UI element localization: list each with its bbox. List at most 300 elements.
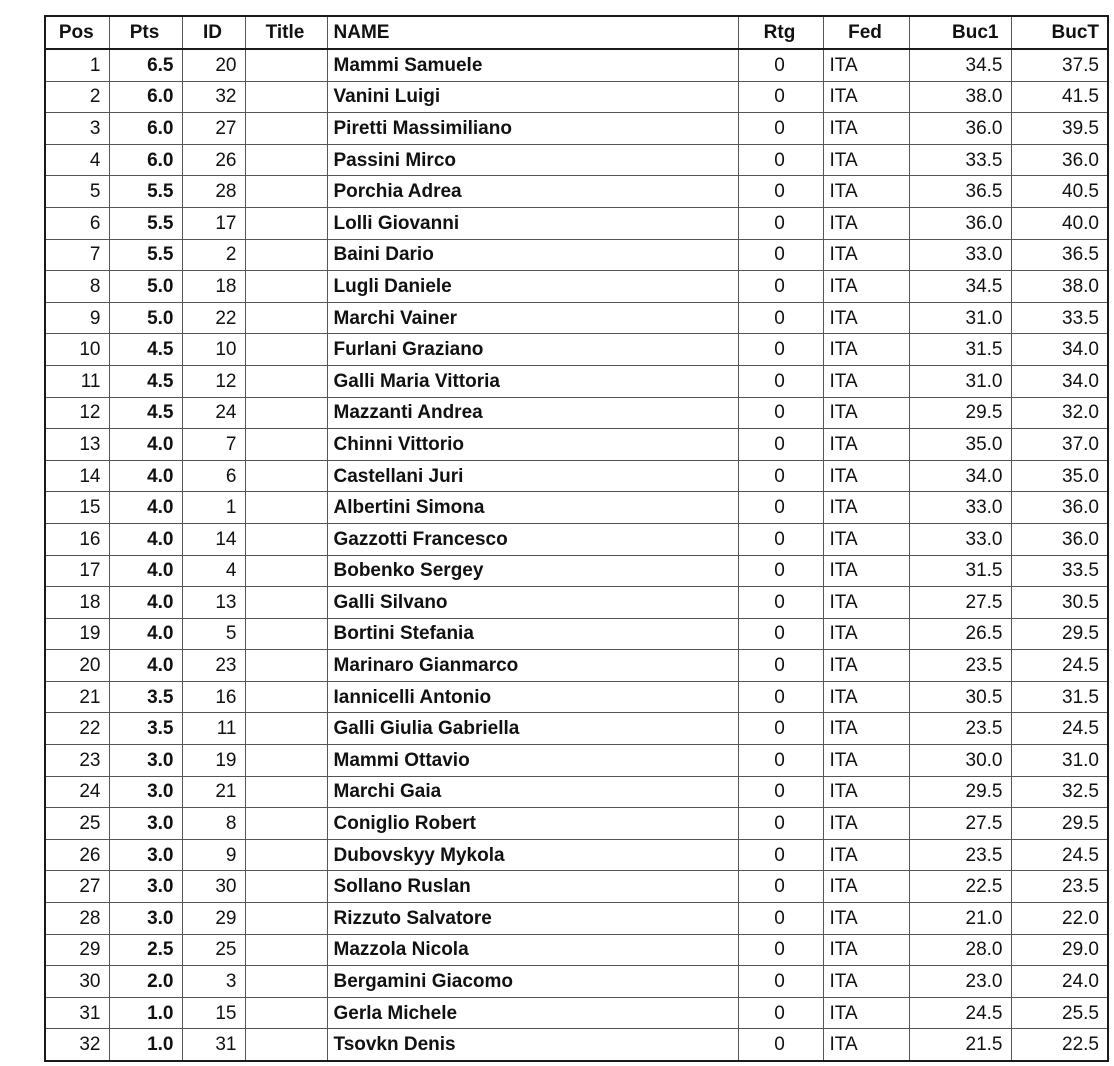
cell-buct: 32.0 (1011, 397, 1108, 429)
cell-fed: ITA (823, 587, 909, 619)
cell-rtg: 0 (738, 113, 823, 145)
cell-pos: 17 (45, 555, 109, 587)
table-row (45, 555, 1108, 587)
cell-buct: 25.5 (1011, 997, 1108, 1029)
cell-fed: ITA (823, 713, 909, 745)
cell-fed: ITA (823, 745, 909, 777)
table-row (45, 460, 1108, 492)
cell-pts: 6.5 (109, 49, 182, 81)
cell-pos: 30 (45, 966, 109, 998)
cell-name: Sollano Ruslan (327, 871, 738, 903)
cell-pts: 5.0 (109, 302, 182, 334)
cell-buct: 29.5 (1011, 808, 1108, 840)
cell-buct: 24.0 (1011, 966, 1108, 998)
cell-pts: 3.5 (109, 681, 182, 713)
cell-id: 4 (182, 555, 245, 587)
cell-buc1: 36.0 (909, 207, 1011, 239)
cell-title (245, 492, 327, 524)
cell-pts: 3.0 (109, 871, 182, 903)
cell-rtg: 0 (738, 523, 823, 555)
cell-name: Passini Mirco (327, 144, 738, 176)
cell-title (245, 81, 327, 113)
cell-pos: 9 (45, 302, 109, 334)
cell-buc1: 27.5 (909, 808, 1011, 840)
cell-pts: 6.0 (109, 144, 182, 176)
cell-rtg: 0 (738, 681, 823, 713)
cell-buct: 33.5 (1011, 302, 1108, 334)
cell-buct: 22.5 (1011, 1029, 1108, 1061)
header-row (45, 16, 1108, 49)
cell-title (245, 650, 327, 682)
cell-fed: ITA (823, 113, 909, 145)
cell-rtg: 0 (738, 903, 823, 935)
cell-buct: 39.5 (1011, 113, 1108, 145)
cell-buct: 33.5 (1011, 555, 1108, 587)
cell-id: 32 (182, 81, 245, 113)
cell-buct: 35.0 (1011, 460, 1108, 492)
table-row (45, 302, 1108, 334)
cell-buct: 36.0 (1011, 144, 1108, 176)
table-row (45, 144, 1108, 176)
column-header-title[interactable]: Title (245, 16, 327, 49)
cell-buct: 24.5 (1011, 839, 1108, 871)
cell-id: 24 (182, 397, 245, 429)
cell-id: 10 (182, 334, 245, 366)
cell-pts: 6.0 (109, 81, 182, 113)
cell-fed: ITA (823, 365, 909, 397)
table-row (45, 1029, 1108, 1061)
column-header-pts[interactable]: Pts (109, 16, 182, 49)
cell-id: 1 (182, 492, 245, 524)
standings-table-container (44, 15, 1109, 1062)
cell-fed: ITA (823, 934, 909, 966)
cell-id: 15 (182, 997, 245, 1029)
table-row (45, 681, 1108, 713)
cell-pos: 20 (45, 650, 109, 682)
cell-pos: 4 (45, 144, 109, 176)
cell-name: Bortini Stefania (327, 618, 738, 650)
cell-rtg: 0 (738, 808, 823, 840)
cell-title (245, 839, 327, 871)
cell-pts: 2.0 (109, 966, 182, 998)
cell-name: Piretti Massimiliano (327, 113, 738, 145)
cell-buct: 31.5 (1011, 681, 1108, 713)
cell-pts: 5.5 (109, 176, 182, 208)
cell-pos: 22 (45, 713, 109, 745)
cell-name: Gazzotti Francesco (327, 523, 738, 555)
cell-name: Bergamini Giacomo (327, 966, 738, 998)
cell-name: Porchia Adrea (327, 176, 738, 208)
cell-pts: 3.0 (109, 745, 182, 777)
table-row (45, 492, 1108, 524)
cell-pts: 3.0 (109, 776, 182, 808)
cell-title (245, 713, 327, 745)
column-header-pos[interactable]: Pos (45, 16, 109, 49)
cell-buc1: 33.0 (909, 523, 1011, 555)
cell-rtg: 0 (738, 997, 823, 1029)
cell-pts: 4.0 (109, 460, 182, 492)
cell-title (245, 523, 327, 555)
cell-title (245, 618, 327, 650)
cell-title (245, 745, 327, 777)
cell-pos: 18 (45, 587, 109, 619)
table-row (45, 871, 1108, 903)
table-row (45, 207, 1108, 239)
column-header-id[interactable]: ID (182, 16, 245, 49)
cell-rtg: 0 (738, 618, 823, 650)
cell-id: 6 (182, 460, 245, 492)
cell-id: 17 (182, 207, 245, 239)
cell-rtg: 0 (738, 492, 823, 524)
cell-buc1: 21.0 (909, 903, 1011, 935)
cell-buct: 41.5 (1011, 81, 1108, 113)
cell-fed: ITA (823, 618, 909, 650)
cell-id: 20 (182, 49, 245, 81)
table-row (45, 903, 1108, 935)
cell-rtg: 0 (738, 555, 823, 587)
column-header-fed[interactable]: Fed (823, 16, 909, 49)
cell-buc1: 34.5 (909, 49, 1011, 81)
table-row (45, 429, 1108, 461)
cell-fed: ITA (823, 681, 909, 713)
cell-buct: 23.5 (1011, 871, 1108, 903)
cell-rtg: 0 (738, 776, 823, 808)
cell-rtg: 0 (738, 871, 823, 903)
cell-fed: ITA (823, 302, 909, 334)
cell-title (245, 460, 327, 492)
cell-name: Galli Giulia Gabriella (327, 713, 738, 745)
cell-fed: ITA (823, 903, 909, 935)
cell-rtg: 0 (738, 239, 823, 271)
cell-title (245, 397, 327, 429)
cell-buc1: 26.5 (909, 618, 1011, 650)
cell-pts: 4.0 (109, 555, 182, 587)
cell-title (245, 302, 327, 334)
cell-fed: ITA (823, 997, 909, 1029)
cell-title (245, 808, 327, 840)
cell-buc1: 34.5 (909, 271, 1011, 303)
cell-buc1: 23.5 (909, 713, 1011, 745)
cell-title (245, 997, 327, 1029)
cell-buct: 29.5 (1011, 618, 1108, 650)
cell-title (245, 776, 327, 808)
cell-rtg: 0 (738, 176, 823, 208)
cell-title (245, 176, 327, 208)
cell-name: Chinni Vittorio (327, 429, 738, 461)
cell-id: 9 (182, 839, 245, 871)
cell-title (245, 903, 327, 935)
cell-name: Furlani Graziano (327, 334, 738, 366)
cell-name: Bobenko Sergey (327, 555, 738, 587)
cell-pos: 27 (45, 871, 109, 903)
cell-id: 29 (182, 903, 245, 935)
cell-id: 2 (182, 239, 245, 271)
cell-pts: 5.5 (109, 239, 182, 271)
cell-fed: ITA (823, 555, 909, 587)
cell-rtg: 0 (738, 144, 823, 176)
cell-pos: 1 (45, 49, 109, 81)
cell-pts: 6.0 (109, 113, 182, 145)
table-row (45, 365, 1108, 397)
cell-pts: 4.5 (109, 365, 182, 397)
table-row (45, 113, 1108, 145)
cell-pts: 1.0 (109, 1029, 182, 1061)
cell-pts: 4.5 (109, 397, 182, 429)
cell-id: 28 (182, 176, 245, 208)
cell-id: 31 (182, 1029, 245, 1061)
table-row (45, 934, 1108, 966)
cell-rtg: 0 (738, 966, 823, 998)
cell-pts: 3.5 (109, 713, 182, 745)
cell-title (245, 49, 327, 81)
cell-buct: 38.0 (1011, 271, 1108, 303)
cell-name: Lugli Daniele (327, 271, 738, 303)
cell-rtg: 0 (738, 334, 823, 366)
cell-id: 13 (182, 587, 245, 619)
table-body (45, 49, 1108, 1061)
cell-rtg: 0 (738, 207, 823, 239)
cell-buc1: 31.5 (909, 334, 1011, 366)
cell-pos: 32 (45, 1029, 109, 1061)
cell-id: 3 (182, 966, 245, 998)
table-row (45, 618, 1108, 650)
cell-buct: 24.5 (1011, 650, 1108, 682)
cell-buc1: 23.5 (909, 650, 1011, 682)
cell-title (245, 365, 327, 397)
table-row (45, 966, 1108, 998)
cell-rtg: 0 (738, 650, 823, 682)
cell-name: Iannicelli Antonio (327, 681, 738, 713)
cell-name: Albertini Simona (327, 492, 738, 524)
cell-pos: 6 (45, 207, 109, 239)
cell-id: 23 (182, 650, 245, 682)
cell-buc1: 30.0 (909, 745, 1011, 777)
cell-buc1: 33.5 (909, 144, 1011, 176)
cell-pos: 23 (45, 745, 109, 777)
cell-buc1: 28.0 (909, 934, 1011, 966)
table-row (45, 650, 1108, 682)
cell-id: 22 (182, 302, 245, 334)
cell-buc1: 35.0 (909, 429, 1011, 461)
cell-buct: 40.5 (1011, 176, 1108, 208)
cell-id: 12 (182, 365, 245, 397)
cell-pts: 2.5 (109, 934, 182, 966)
cell-name: Tsovkn Denis (327, 1029, 738, 1061)
cell-fed: ITA (823, 839, 909, 871)
cell-id: 16 (182, 681, 245, 713)
cell-buc1: 34.0 (909, 460, 1011, 492)
cell-title (245, 934, 327, 966)
cell-name: Rizzuto Salvatore (327, 903, 738, 935)
cell-pos: 19 (45, 618, 109, 650)
cell-pts: 1.0 (109, 997, 182, 1029)
cell-buc1: 38.0 (909, 81, 1011, 113)
cell-id: 19 (182, 745, 245, 777)
cell-id: 7 (182, 429, 245, 461)
cell-rtg: 0 (738, 365, 823, 397)
table-row (45, 808, 1108, 840)
column-header-rtg[interactable]: Rtg (738, 16, 823, 49)
cell-buct: 30.5 (1011, 587, 1108, 619)
cell-title (245, 681, 327, 713)
table-row (45, 81, 1108, 113)
cell-name: Coniglio Robert (327, 808, 738, 840)
cell-fed: ITA (823, 429, 909, 461)
cell-pts: 5.0 (109, 271, 182, 303)
cell-rtg: 0 (738, 839, 823, 871)
cell-title (245, 113, 327, 145)
cell-pos: 12 (45, 397, 109, 429)
standings-table (44, 15, 1109, 1062)
cell-name: Mammi Ottavio (327, 745, 738, 777)
cell-pos: 28 (45, 903, 109, 935)
cell-buct: 36.0 (1011, 492, 1108, 524)
cell-buc1: 33.0 (909, 492, 1011, 524)
cell-name: Dubovskyy Mykola (327, 839, 738, 871)
table-header (45, 16, 1108, 49)
cell-name: Marchi Gaia (327, 776, 738, 808)
table-row (45, 49, 1108, 81)
cell-fed: ITA (823, 397, 909, 429)
table-row (45, 776, 1108, 808)
cell-name: Lolli Giovanni (327, 207, 738, 239)
table-row (45, 239, 1108, 271)
cell-name: Mazzanti Andrea (327, 397, 738, 429)
cell-pts: 4.0 (109, 492, 182, 524)
cell-title (245, 555, 327, 587)
cell-pos: 2 (45, 81, 109, 113)
cell-pos: 11 (45, 365, 109, 397)
cell-fed: ITA (823, 239, 909, 271)
table-row (45, 334, 1108, 366)
cell-pos: 5 (45, 176, 109, 208)
cell-pos: 25 (45, 808, 109, 840)
cell-fed: ITA (823, 871, 909, 903)
cell-id: 25 (182, 934, 245, 966)
cell-rtg: 0 (738, 934, 823, 966)
cell-rtg: 0 (738, 587, 823, 619)
cell-pos: 21 (45, 681, 109, 713)
cell-pts: 4.5 (109, 334, 182, 366)
cell-title (245, 429, 327, 461)
cell-pos: 8 (45, 271, 109, 303)
cell-title (245, 871, 327, 903)
cell-fed: ITA (823, 492, 909, 524)
cell-fed: ITA (823, 1029, 909, 1061)
cell-fed: ITA (823, 176, 909, 208)
cell-rtg: 0 (738, 397, 823, 429)
cell-pos: 7 (45, 239, 109, 271)
cell-buc1: 31.5 (909, 555, 1011, 587)
cell-pts: 4.0 (109, 650, 182, 682)
cell-pos: 10 (45, 334, 109, 366)
cell-buct: 36.0 (1011, 523, 1108, 555)
cell-pts: 4.0 (109, 429, 182, 461)
cell-name: Vanini Luigi (327, 81, 738, 113)
cell-title (245, 271, 327, 303)
cell-pos: 14 (45, 460, 109, 492)
cell-pos: 29 (45, 934, 109, 966)
table-row (45, 271, 1108, 303)
cell-title (245, 207, 327, 239)
cell-title (245, 144, 327, 176)
cell-pos: 13 (45, 429, 109, 461)
cell-pts: 5.5 (109, 207, 182, 239)
cell-buct: 31.0 (1011, 745, 1108, 777)
cell-rtg: 0 (738, 302, 823, 334)
cell-buct: 32.5 (1011, 776, 1108, 808)
cell-name: Mazzola Nicola (327, 934, 738, 966)
cell-rtg: 0 (738, 49, 823, 81)
cell-pos: 24 (45, 776, 109, 808)
cell-pts: 3.0 (109, 903, 182, 935)
cell-rtg: 0 (738, 429, 823, 461)
column-header-buct[interactable]: BucT (1011, 16, 1108, 49)
cell-fed: ITA (823, 523, 909, 555)
cell-pts: 3.0 (109, 808, 182, 840)
cell-id: 8 (182, 808, 245, 840)
cell-fed: ITA (823, 650, 909, 682)
cell-buct: 37.0 (1011, 429, 1108, 461)
cell-id: 26 (182, 144, 245, 176)
cell-fed: ITA (823, 808, 909, 840)
cell-buct: 37.5 (1011, 49, 1108, 81)
cell-buct: 24.5 (1011, 713, 1108, 745)
cell-pos: 26 (45, 839, 109, 871)
column-header-name[interactable]: NAME (327, 16, 738, 49)
cell-name: Castellani Juri (327, 460, 738, 492)
cell-buc1: 36.0 (909, 113, 1011, 145)
cell-fed: ITA (823, 271, 909, 303)
cell-id: 14 (182, 523, 245, 555)
cell-id: 30 (182, 871, 245, 903)
table-row (45, 587, 1108, 619)
cell-buc1: 33.0 (909, 239, 1011, 271)
table-row (45, 397, 1108, 429)
cell-fed: ITA (823, 49, 909, 81)
cell-buct: 29.0 (1011, 934, 1108, 966)
table-row (45, 713, 1108, 745)
cell-title (245, 966, 327, 998)
cell-fed: ITA (823, 81, 909, 113)
cell-fed: ITA (823, 776, 909, 808)
cell-title (245, 587, 327, 619)
cell-rtg: 0 (738, 271, 823, 303)
cell-buc1: 36.5 (909, 176, 1011, 208)
cell-pts: 3.0 (109, 839, 182, 871)
column-header-buc1[interactable]: Buc1 (909, 16, 1011, 49)
cell-name: Mammi Samuele (327, 49, 738, 81)
cell-title (245, 334, 327, 366)
cell-rtg: 0 (738, 745, 823, 777)
cell-buc1: 30.5 (909, 681, 1011, 713)
cell-buc1: 27.5 (909, 587, 1011, 619)
cell-id: 11 (182, 713, 245, 745)
cell-id: 18 (182, 271, 245, 303)
cell-name: Baini Dario (327, 239, 738, 271)
cell-fed: ITA (823, 334, 909, 366)
cell-title (245, 1029, 327, 1061)
table-row (45, 997, 1108, 1029)
cell-buc1: 29.5 (909, 397, 1011, 429)
cell-fed: ITA (823, 207, 909, 239)
cell-buct: 34.0 (1011, 334, 1108, 366)
cell-rtg: 0 (738, 1029, 823, 1061)
cell-name: Galli Silvano (327, 587, 738, 619)
cell-pts: 4.0 (109, 523, 182, 555)
cell-pts: 4.0 (109, 618, 182, 650)
cell-name: Gerla Michele (327, 997, 738, 1029)
